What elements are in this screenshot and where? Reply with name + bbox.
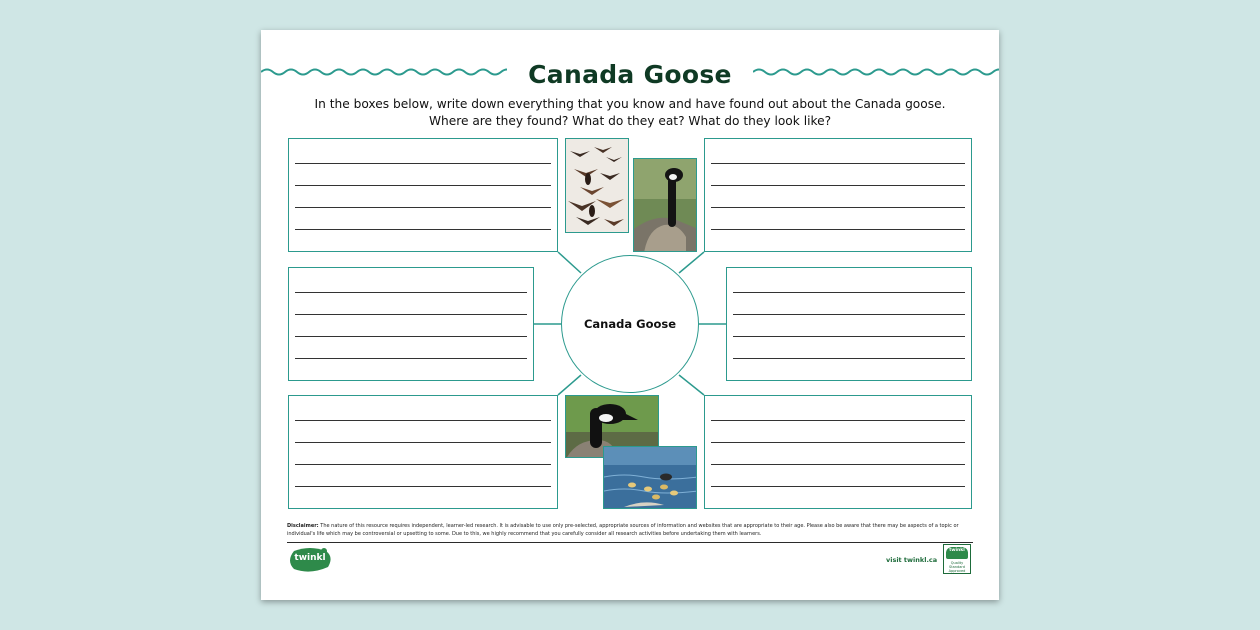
center-label: Canada Goose [583,317,677,331]
photo-goslings-water [603,446,697,509]
writing-box-bottom-left[interactable] [288,395,558,509]
disclaimer-text: The nature of this resource requires independent, learner-led research. It is advisable to use only pre-selected, appropriate sources of information and websites that are appropriate to their age. Please also be aware that there may be aspects of a topic or individual's life which may be controversial or upsetting to some. Due to this, we highly recommend that you carefully consider all research activities before undertaking them with learners. [287,523,959,537]
worksheet-page [261,30,999,600]
photo-flying-geese [565,138,629,233]
writing-box-top-left[interactable] [288,138,558,252]
disclaimer [287,522,977,538]
page-title: Canada Goose [528,60,732,89]
badge-text: Quality Standard Approved [948,561,966,573]
photo-standing-goose [633,158,697,252]
instructions-line-2: Where are they found? What do they eat? What do they look like? [428,114,832,128]
logo-text: twinkl [294,553,326,563]
quality-badge [943,544,971,574]
instructions-line-1: In the boxes below, write down everything that you know and have found out about the Canada goose. [314,97,946,111]
disclaimer-heading: Disclaimer: [287,523,319,529]
writing-box-middle-right[interactable] [726,267,972,381]
footer-divider [287,542,973,543]
writing-box-top-right[interactable] [704,138,972,252]
writing-box-middle-left[interactable] [288,267,534,381]
visit-link[interactable]: visit twinkl.ca [886,556,938,564]
badge-word: twinkl [949,548,965,553]
writing-box-bottom-right[interactable] [704,395,972,509]
twinkl-logo[interactable] [288,547,332,573]
center-circle [561,255,699,393]
